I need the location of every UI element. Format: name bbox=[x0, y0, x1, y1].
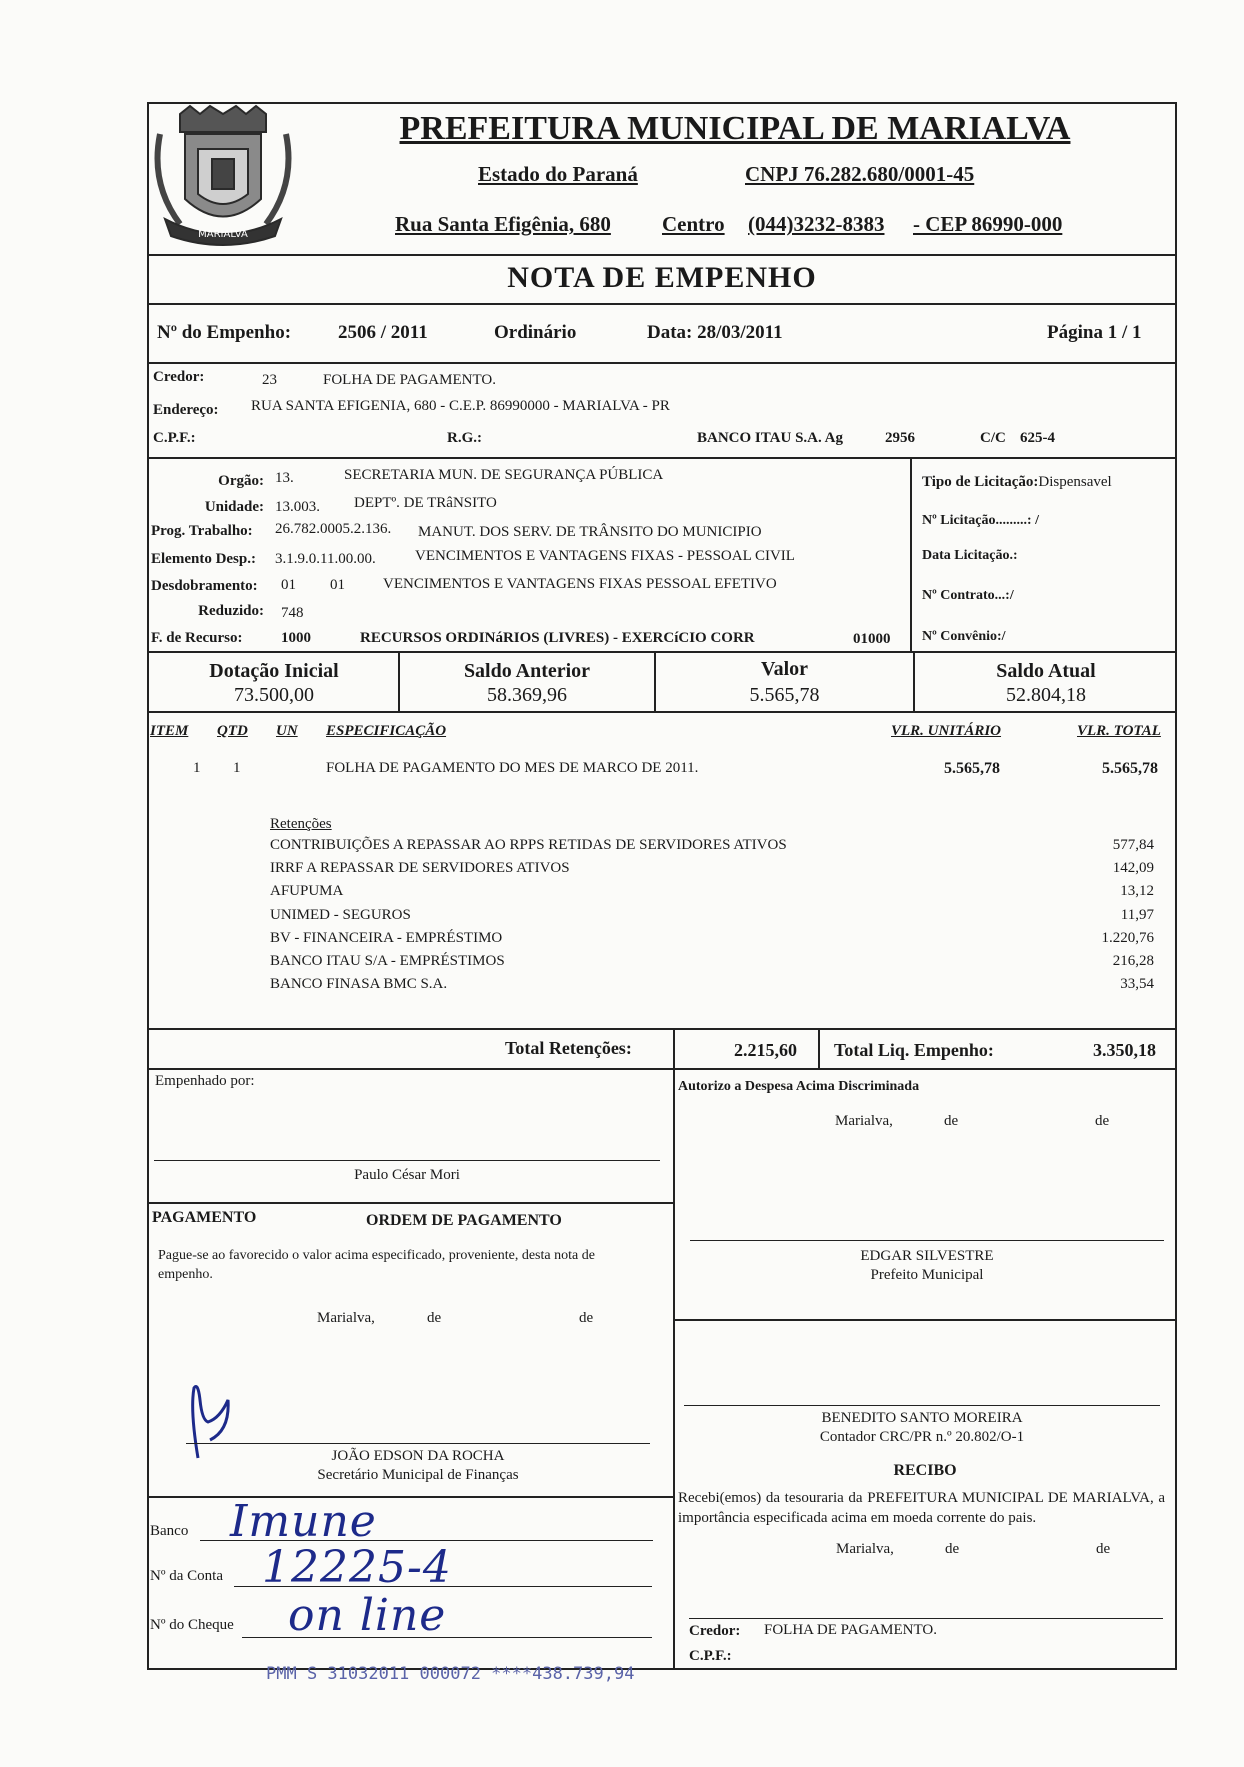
retencao-value: 1.220,76 bbox=[1101, 929, 1154, 946]
secretario-name: JOÃO EDSON DA ROCHA bbox=[331, 1448, 505, 1464]
phone-label: (044)3232-8383 bbox=[748, 212, 885, 236]
item-espec: FOLHA DE PAGAMENTO DO MES DE MARCO DE 2011. bbox=[326, 760, 699, 776]
prog-code: 26.782.0005.2.136. bbox=[275, 521, 392, 537]
desdobramento-code-1: 01 bbox=[281, 577, 296, 593]
retencao-desc: BV - FINANCEIRA - EMPRÉSTIMO bbox=[270, 929, 503, 946]
contador-role: Contador CRC/PR n.º 20.802/O-1 bbox=[819, 1429, 1025, 1445]
recibo-de-2: de bbox=[1096, 1541, 1111, 1557]
recibo-de-1: de bbox=[945, 1541, 960, 1557]
district-label: Centro bbox=[662, 212, 725, 236]
banco-handwritten: Imune bbox=[230, 1496, 377, 1547]
recurso-label: F. de Recurso: bbox=[151, 630, 243, 646]
state-label: Estado do Paraná bbox=[478, 162, 638, 186]
orgao-name: SECRETARIA MUN. DE SEGURANÇA PÚBLICA bbox=[344, 467, 664, 483]
empenho-number: 2506 / 2011 bbox=[338, 322, 428, 343]
empenhado-name: Paulo César Mori bbox=[354, 1167, 460, 1183]
elemento-code: 3.1.9.0.11.00.00. bbox=[275, 551, 376, 567]
item-number: 1 bbox=[193, 760, 201, 776]
page-title: PREFEITURA MUNICIPAL DE MARIALVA bbox=[399, 110, 1071, 147]
licitacao-tipo bbox=[922, 474, 1112, 491]
conta-handwritten: 12225-4 bbox=[262, 1542, 452, 1593]
retencao-value: 13,12 bbox=[1120, 883, 1154, 900]
bank-stamp: PMM S 31032011 000072 ****438.739,94 bbox=[266, 1664, 635, 1684]
col-item: ITEM bbox=[150, 723, 189, 739]
item-total-value: 5.565,78 bbox=[1102, 760, 1158, 777]
secretario-role: Secretário Municipal de Finanças bbox=[317, 1467, 519, 1483]
recibo-credor-label: Credor: bbox=[689, 1623, 741, 1639]
item-qtd: 1 bbox=[233, 760, 241, 776]
dotacao-value: 73.500,00 bbox=[234, 684, 314, 706]
retencao-desc: UNIMED - SEGUROS bbox=[270, 906, 411, 923]
total-retencoes-label: Total Retenções: bbox=[505, 1038, 632, 1058]
reduzido-value: 748 bbox=[281, 605, 304, 621]
cnpj-label: CNPJ 76.282.680/0001-45 bbox=[745, 162, 975, 186]
orgao-label: Orgão: bbox=[218, 473, 264, 489]
page-number: Página 1 / 1 bbox=[1047, 322, 1142, 343]
document-title: NOTA DE EMPENHO bbox=[507, 261, 817, 294]
total-liquido-value: 3.350,18 bbox=[1093, 1040, 1156, 1060]
cheque-label: Nº do Cheque bbox=[150, 1617, 234, 1633]
licitacao-tipo-value: Dispensavel bbox=[1038, 474, 1112, 490]
recurso-code-2: 01000 bbox=[853, 631, 891, 647]
retencao-desc: IRRF A REPASSAR DE SERVIDORES ATIVOS bbox=[270, 860, 570, 877]
reduzido-label: Reduzido: bbox=[198, 603, 264, 619]
pagamento-text: Pague-se ao favorecido o valor acima especificado, proveniente, desta nota de empenho. bbox=[158, 1248, 595, 1282]
retencao-desc: BANCO FINASA BMC S.A. bbox=[270, 976, 448, 993]
recurso-name: RECURSOS ORDINáRIOS (LIVRES) - EXERCíCIO CORR bbox=[360, 630, 755, 646]
conta-label: Nº da Conta bbox=[150, 1568, 223, 1584]
cpf-label: C.P.F.: bbox=[153, 430, 196, 446]
empenho-number-label: Nº do Empenho: bbox=[157, 322, 292, 343]
autorizo-de-1: de bbox=[944, 1113, 959, 1129]
retencao-value: 142,09 bbox=[1112, 860, 1154, 877]
autorizo-label: Autorizo a Despesa Acima Discriminada bbox=[678, 1079, 920, 1094]
elemento-name: VENCIMENTOS E VANTAGENS FIXAS - PESSOAL CIVIL bbox=[415, 548, 795, 564]
empenho-type: Ordinário bbox=[494, 322, 577, 343]
pagamento-city: Marialva, bbox=[317, 1310, 375, 1326]
elemento-label: Elemento Desp.: bbox=[151, 551, 256, 567]
recibo-credor-value: FOLHA DE PAGAMENTO. bbox=[764, 1622, 937, 1638]
retencao-value: 216,28 bbox=[1112, 953, 1154, 969]
dotacao-label: Dotação Inicial bbox=[209, 660, 339, 682]
empenhado-label: Empenhado por: bbox=[155, 1073, 255, 1089]
endereco-label: Endereço: bbox=[153, 402, 219, 418]
retencao-value: 577,84 bbox=[1112, 837, 1154, 853]
retencoes-title: Retenções bbox=[270, 816, 332, 832]
pagamento-de-1: de bbox=[427, 1310, 442, 1326]
total-liquido-label: Total Liq. Empenho: bbox=[834, 1040, 994, 1060]
retencao-desc: BANCO ITAU S/A - EMPRÉSTIMOS bbox=[270, 953, 505, 969]
col-total: VLR. TOTAL bbox=[1077, 723, 1161, 739]
unidade-label: Unidade: bbox=[204, 499, 264, 515]
endereco-value: RUA SANTA EFIGENIA, 680 - C.E.P. 86990000 - MARIALVA - PR bbox=[251, 398, 670, 414]
ordem-pagamento-label: ORDEM DE PAGAMENTO bbox=[366, 1212, 562, 1229]
prog-name: MANUT. DOS SERV. DE TRÂNSITO DO MUNICIPIO bbox=[418, 524, 762, 540]
item-unit-value: 5.565,78 bbox=[944, 760, 1000, 777]
col-un: UN bbox=[276, 723, 298, 739]
saldo-anterior-value: 58.369,96 bbox=[487, 684, 567, 706]
desdobramento-name: VENCIMENTOS E VANTAGENS FIXAS PESSOAL EFETIVO bbox=[383, 576, 777, 592]
saldo-anterior-label: Saldo Anterior bbox=[463, 660, 591, 682]
unidade-code: 13.003. bbox=[275, 499, 320, 515]
agencia-value: 2956 bbox=[885, 430, 915, 446]
licitacao-tipo-label: Tipo de Licitação: bbox=[922, 474, 1039, 490]
rg-label: R.G.: bbox=[447, 430, 482, 446]
retencao-desc: CONTRIBUIÇÕES A REPASSAR AO RPPS RETIDAS DE SERVIDORES ATIVOS bbox=[270, 837, 787, 853]
credor-label: Credor: bbox=[153, 369, 205, 385]
contrato-numero: Nº Contrato...:/ bbox=[922, 588, 1014, 603]
cep-label: - CEP 86990-000 bbox=[913, 212, 1063, 236]
licitacao-data: Data Licitação.: bbox=[922, 548, 1018, 563]
cc-value: 625-4 bbox=[1020, 430, 1055, 446]
saldo-atual-value: 52.804,18 bbox=[1006, 684, 1086, 706]
banco-name: BANCO ITAU S.A. Ag bbox=[697, 430, 843, 446]
valor-value: 5.565,78 bbox=[749, 684, 820, 706]
col-espec: ESPECIFICAÇÃO bbox=[326, 723, 447, 739]
licitacao-numero: Nº Licitação.........: / bbox=[922, 513, 1039, 528]
desdobramento-code-2: 01 bbox=[330, 577, 345, 593]
desdobramento-label: Desdobramento: bbox=[151, 578, 258, 594]
total-retencoes-value: 2.215,60 bbox=[734, 1040, 797, 1060]
retencao-value: 11,97 bbox=[1120, 906, 1154, 923]
empenho-date: Data: 28/03/2011 bbox=[647, 322, 783, 343]
svg-text:MARIALVA: MARIALVA bbox=[198, 229, 248, 240]
autorizo-de-2: de bbox=[1095, 1113, 1110, 1129]
recibo-text: Recebi(emos) da tesouraria da PREFEITURA MUNICIPAL DE MARIALVA, a importância especificada acima em moeda corrente do pais. bbox=[678, 1490, 1165, 1526]
banco-label: Banco bbox=[150, 1523, 189, 1539]
convenio-numero: Nº Convênio:/ bbox=[922, 629, 1006, 644]
col-unit: VLR. UNITÁRIO bbox=[891, 723, 1002, 739]
recurso-code: 1000 bbox=[281, 630, 311, 646]
orgao-code: 13. bbox=[275, 470, 294, 486]
credor-code: 23 bbox=[262, 372, 277, 388]
valor-label: Valor bbox=[760, 658, 809, 680]
contador-name: BENEDITO SANTO MOREIRA bbox=[821, 1410, 1023, 1426]
recibo-city: Marialva, bbox=[836, 1541, 894, 1557]
saldo-atual-label: Saldo Atual bbox=[996, 660, 1096, 682]
cheque-handwritten: on line bbox=[288, 1590, 447, 1641]
retencao-value: 33,54 bbox=[1120, 976, 1154, 993]
prefeito-role: Prefeito Municipal bbox=[870, 1267, 984, 1283]
credor-name: FOLHA DE PAGAMENTO. bbox=[323, 372, 496, 388]
cc-label: C/C bbox=[980, 430, 1006, 446]
recibo-title: RECIBO bbox=[893, 1462, 957, 1479]
recibo-cpf-label: C.P.F.: bbox=[689, 1648, 732, 1664]
address-label: Rua Santa Efigênia, 680 bbox=[395, 212, 611, 236]
col-qtd: QTD bbox=[217, 723, 248, 739]
pagamento-label: PAGAMENTO bbox=[152, 1209, 257, 1226]
prefeito-name: EDGAR SILVESTRE bbox=[860, 1248, 994, 1264]
unidade-name: DEPTº. DE TRâNSITO bbox=[354, 495, 497, 511]
prog-label: Prog. Trabalho: bbox=[151, 523, 253, 539]
pagamento-de-2: de bbox=[579, 1310, 594, 1326]
retencao-desc: AFUPUMA bbox=[270, 883, 344, 900]
autorizo-city: Marialva, bbox=[835, 1113, 893, 1129]
